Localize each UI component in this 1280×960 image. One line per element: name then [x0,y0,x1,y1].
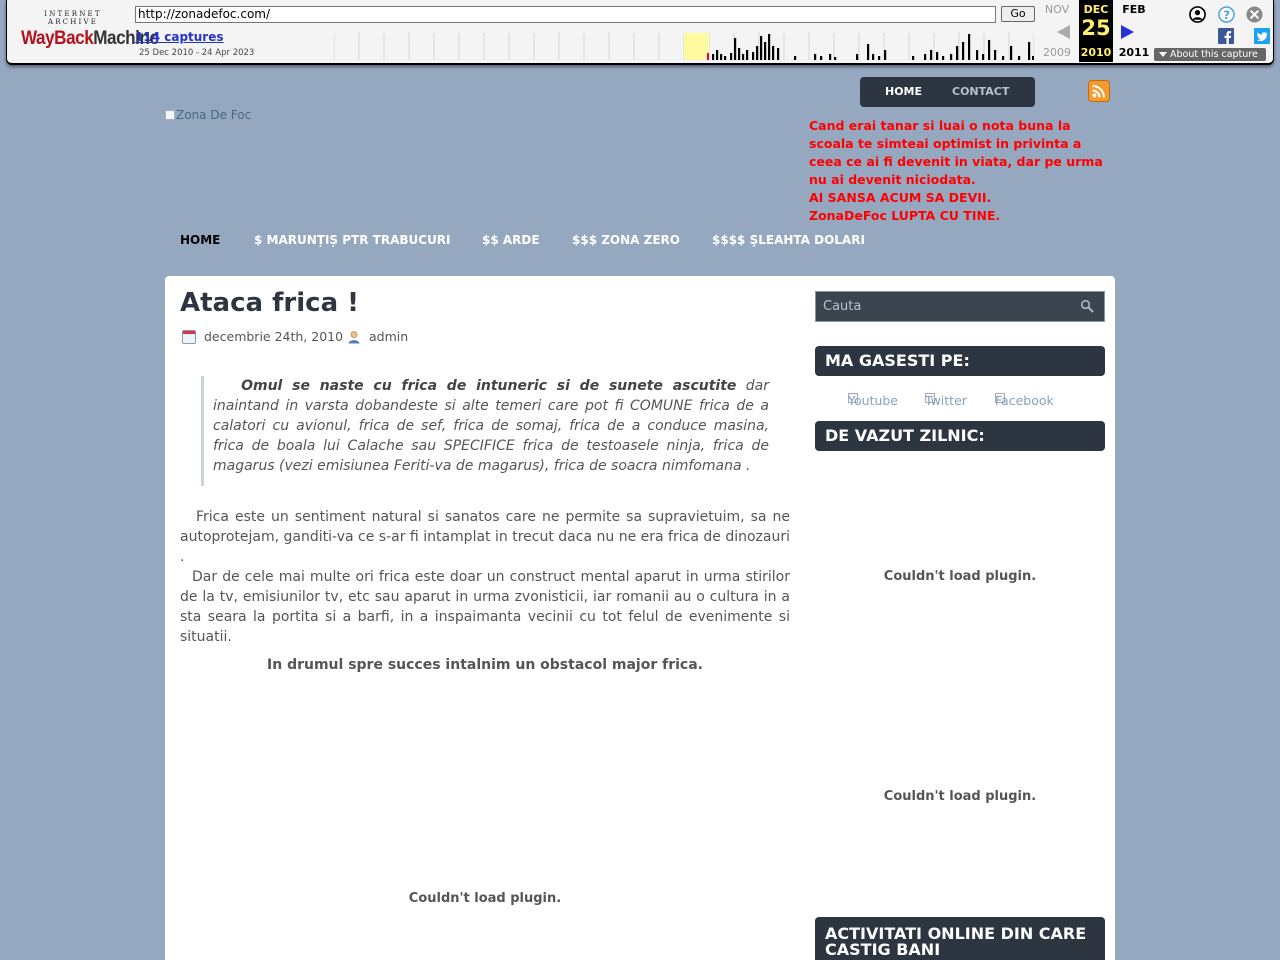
sidebar-plugin-placeholder-1[interactable]: Couldn't load plugin. [883,569,1037,584]
sparkline-bar [716,50,718,60]
widget-title-activitati: ACTIVITATI ONLINE DIN CARE CASTIG BANI [815,917,1105,960]
post-paragraph-2: Dar de cele mai multe ori frica este doar un construct mental aparut in urma stirilor de la tv, emisiunilor tv, etc sau aparut in urma zvonisticii, iar romanii au o cultura in a sta seara la portita si a barfi, in a inspaimanta vecinii cu tot felul de evenimente si situatii. [180,569,790,645]
sparkline-bar [829,54,831,60]
help-icon[interactable] [1218,6,1235,23]
post-quote [201,376,769,486]
sparkline-bar [724,56,726,60]
tagline-line-2: AI SANSA ACUM SA DEVII. [809,190,992,205]
sparkline-bar [976,50,978,60]
topnav-home[interactable]: HOME [885,85,923,98]
svg-text:?: ? [1223,7,1230,22]
author-icon [347,330,361,344]
calendar-current-month: DEC [1083,3,1109,16]
mainnav-sleahta-dolari[interactable]: $$$$ ŞLEAHTA DOLARI [712,233,865,247]
calendar-current [1079,0,1113,62]
sparkline-bar [994,50,996,60]
sparkline-bar [730,53,732,60]
close-icon[interactable] [1246,6,1263,23]
sparkline-bar [738,48,740,60]
social-youtube-alt: Youtube [848,393,898,408]
wayback-logo-top: INTERNET ARCHIVE [44,10,102,26]
top-nav [860,77,1035,107]
quote-lead: Omul se naste cu frica de intuneric si de sunete ascutite [241,378,737,394]
calendar-next-year: 2011 [1118,46,1150,59]
mainnav-maruntis[interactable]: $ MARUNȚIȘ PTR TRABUCURI [254,233,451,247]
user-account-icon[interactable] [1189,6,1206,23]
sidebar-plugin-placeholder-2[interactable]: Couldn't load plugin. [883,789,1037,804]
calendar-prev-month: NOV [1044,3,1070,16]
wayback-logo-word2: Machine [93,28,159,49]
sparkline-bar [1002,56,1004,60]
post-title[interactable]: Ataca frica ! [180,288,360,318]
site-logo[interactable] [165,108,251,122]
widget-title-ma-gasesti: MA GASESTI PE: [815,346,1105,376]
calendar-prev-year: 2009 [1043,46,1071,59]
content-panel [165,276,1115,960]
sparkline-bar [878,56,880,60]
sparkline-bar [720,54,722,60]
facebook-share-icon[interactable] [1218,28,1234,44]
sparkline-bar [1010,46,1012,60]
topnav-contact[interactable]: CONTACT [952,85,1010,98]
wayback-date-range: 25 Dec 2010 - 24 Apr 2023 [139,48,255,58]
sparkline-bar [962,42,964,60]
sparkline-bar [756,46,758,60]
mainnav-zona-zero[interactable]: $$$ ZONA ZERO [572,233,680,247]
sparkline-bar [712,54,714,60]
sparkline-bar [968,34,970,60]
sparkline-bar [772,46,774,60]
sparkline-bar [760,36,762,60]
wayback-logo-wordmark [21,28,159,50]
wayback-logo-word1: WayBack [21,28,94,49]
sparkline-bar [912,56,914,60]
search-box [815,291,1105,322]
sparkline-bar [942,56,944,60]
post-body [180,507,790,647]
sparkline-bar [988,40,990,60]
sparkline-bar [872,54,874,60]
wayback-captures-link[interactable]: 114 captures [135,30,224,44]
site-logo-alt: Zona De Foc [176,108,252,122]
sparkline-bar [814,54,816,60]
sparkline-bar [924,54,926,60]
post-paragraph-1: Frica este un sentiment natural si sanatos care ne permite sa supravietuim, sa ne autoprotejam, ganditi-va ce s-ar fi intamplat in trecut daca nu ne era frica de dinozauri . [180,509,790,565]
sparkline-bar [777,48,779,60]
calendar-next[interactable] [1115,0,1153,62]
broken-image-icon [165,110,175,120]
sparkline-bar [1018,56,1020,60]
sparkline-bar [834,57,836,60]
tagline-line-1: Cand erai tanar si luai o nota buna la scoala te simteai optimist in privinta a ceea ce ai fi devenit in viata, dar pe urma nu ai devenit niciodata. [809,118,1103,187]
sparkline-bar [752,52,754,60]
sparkline-bar [794,56,796,60]
post-plugin-placeholder[interactable]: Couldn't load plugin. [408,891,562,906]
social-twitter-alt: Twitter [925,393,967,408]
widget-title-de-vazut: DE VAZUT ZILNIC: [815,421,1105,451]
sparkline-bar [867,44,869,60]
sparkline-bar [982,54,984,60]
wayback-go-button[interactable]: Go [1001,6,1035,22]
calendar-current-year: 2010 [1080,46,1112,59]
calendar-next-month: FEB [1122,3,1146,16]
sparkline-current-year [684,33,709,60]
post-date: decembrie 24th, 2010 [204,329,344,344]
sparkline-bar [950,54,952,60]
sparkline-bar [764,42,766,60]
prev-capture-arrow-icon[interactable] [1057,25,1070,39]
quote-rest: dar inaintand in varsta dobandeste si alte temeri care pot fi COMUNE frica de a calatori cu avionul, frica de sef, frica de somaj, frica de a conduce masina, frica de boala lui Calache sau SPECIFICE frica de testoasele ninja, frica de magarus (vezi emisiunea Feriti-va de magarus), frica de soacra nimfomana . [213,378,769,474]
sparkline-bar [856,54,858,60]
rss-icon[interactable] [1088,80,1110,102]
wayback-toolbar [6,0,1274,65]
tagline-line-3: ZonaDeFoc LUPTA CU TINE. [809,208,1001,223]
site-tagline [809,117,1114,225]
mainnav-arde[interactable]: $$ ARDE [482,233,540,247]
about-capture-button[interactable]: About this capture [1154,48,1266,61]
twitter-share-icon[interactable] [1254,28,1270,44]
calendar-icon [182,330,196,344]
sparkline-bar [768,34,770,60]
sparkline-bar [884,50,886,60]
sparkline-bar [820,56,822,60]
sparkline-bar [734,38,736,60]
next-capture-arrow-icon[interactable] [1121,25,1134,39]
calendar-current-day: 25 [1081,16,1111,40]
wayback-calendar [1037,0,1152,62]
social-facebook-alt: Facebook [995,393,1054,408]
sparkline-bar [930,50,932,60]
wayback-url-input[interactable]: http://zonadefoc.com/ [135,6,996,23]
sparkline-bar [936,52,938,60]
sparkline-bar [746,50,748,60]
post-author[interactable]: admin [369,329,409,344]
search-icon[interactable] [1080,299,1094,313]
sparkline-bar [742,54,744,60]
post-center-line: In drumul spre succes intalnim un obstacol major frica. [267,657,703,673]
sparkline-bar [1028,42,1030,60]
search-input[interactable] [816,292,1071,321]
wayback-logo[interactable] [21,10,159,50]
sparkline-bar [956,46,958,60]
sparkline-bar [1032,56,1034,60]
calendar-prev[interactable] [1037,0,1077,62]
wayback-sparkline[interactable] [334,33,1034,60]
mainnav-home[interactable]: HOME [180,233,221,247]
sparkline-current-capture [707,53,709,60]
